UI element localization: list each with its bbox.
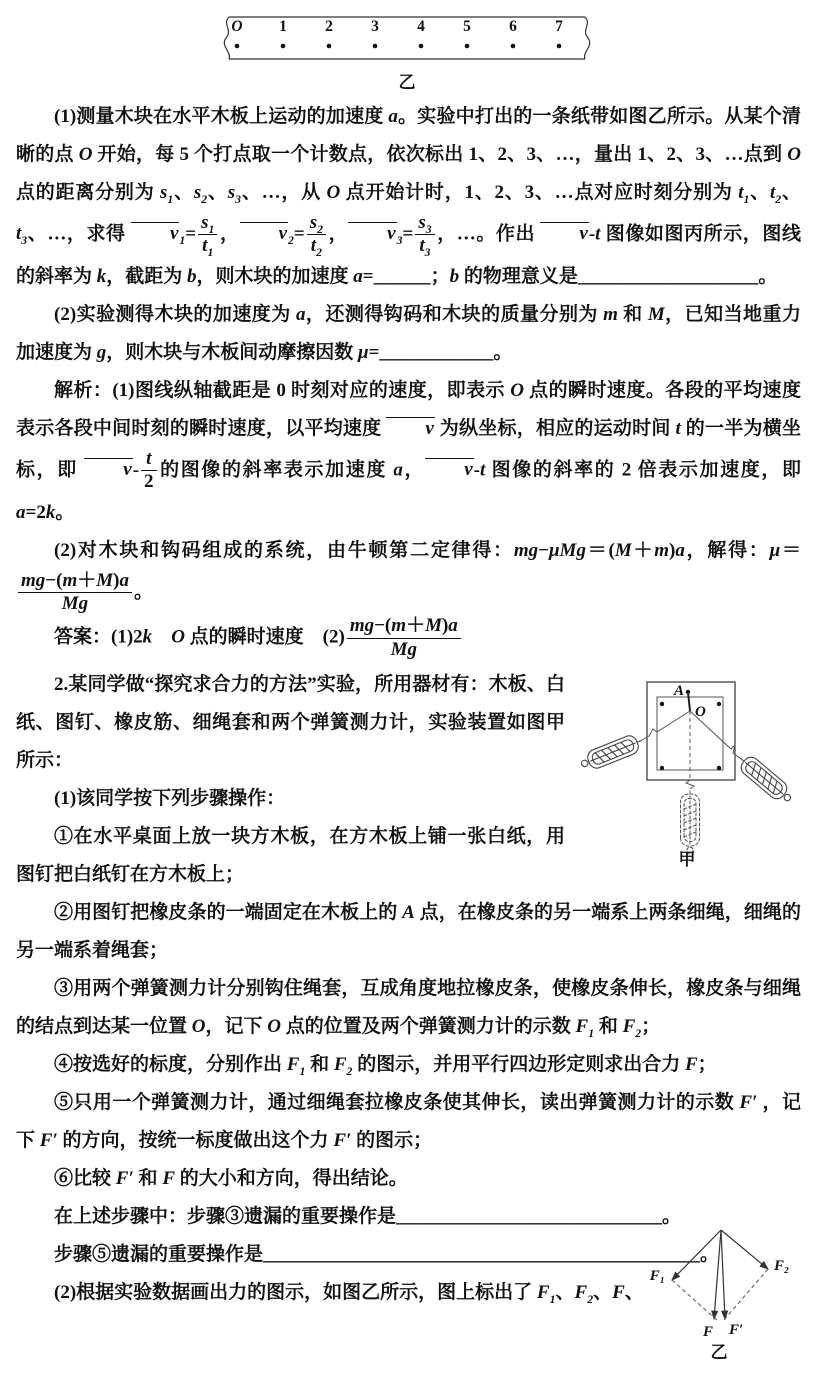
italic-var: M [425, 615, 442, 637]
string-left [642, 711, 690, 740]
paragraph-q2-step2: ②用图钉把橡皮条的一端固定在木板上的 A 点，在橡皮条的另一端系上两条细绳，细绳的另一端系着绳套； [16, 902, 801, 962]
paragraph-q2-blank3: 在上述步骤中：步骤③遗漏的重要操作是____________________________。 [54, 1206, 682, 1228]
tape-point-label: 7 [554, 18, 563, 35]
fraction: $\frac{t}{2}$ [141, 448, 157, 494]
tape-diagram [219, 14, 595, 96]
vector-f2 [721, 1230, 768, 1269]
italic-var: F [162, 1168, 175, 1190]
italic-var: a [448, 615, 458, 637]
italic-var: a [675, 539, 685, 561]
vector-fprime [721, 1230, 725, 1319]
italic-var: M [614, 539, 632, 561]
var-with-subscript: $s_3$ [227, 182, 242, 206]
vector-f1 [672, 1230, 721, 1280]
italic-var: A [402, 902, 415, 924]
italic-var: a [388, 106, 398, 127]
paragraph-q2-part1: (1)该同学按下列步骤操作： [54, 788, 286, 810]
paragraph-q2-step5: ⑤只用一个弹簧测力计，通过细绳套拉橡皮条使其伸长，读出弹簧测力计的示数 F′ ，记下 F′ 的方向，按统一标度做出这个力 F′ 的图示； [16, 1092, 801, 1152]
italic-var: k [142, 626, 153, 648]
italic-var: g [96, 341, 107, 363]
paragraph-q1-part2: (2)实验测得木块的加速度为 a，还测得钩码和木块的质量分别为 m 和 M，已知当地重力加速度为 g，则木块与木板间动摩擦因数 μ=____________。 [16, 303, 801, 363]
italic-var: a [393, 459, 403, 481]
tape-point-label: 2 [324, 18, 333, 35]
italic-var: k [96, 265, 107, 287]
paragraph-q2-blank5: 步骤⑤遗漏的重要操作是______________________________________________。 [54, 1244, 720, 1266]
label-f1: F₁ [649, 1268, 665, 1284]
vbar-with-subscript: $v_2$ [240, 223, 294, 244]
var-with-subscript: $t_2$ [770, 182, 782, 206]
italic-var: t [675, 417, 681, 439]
vbar-with-subscript: $v_3$ [348, 223, 402, 244]
italic-var: O [326, 182, 341, 203]
force-diagram-caption: 乙 [710, 1343, 728, 1362]
italic-var: mg [21, 569, 46, 591]
string-right [690, 711, 740, 758]
italic-var: t [595, 223, 601, 245]
italic-var: F′ [115, 1168, 134, 1190]
italic-var: a [353, 265, 363, 287]
paragraph-q1-jiexi: 解析：(1)图线纵轴截距是 0 时刻对应的速度，即表示 O 点的瞬时速度。各段的平均速度表示各段中间时刻的瞬时速度，以平均速度 v 为纵坐标，相应的运动时间 t 的一半为横坐标，即 v- $\frac{t}{2}$ 的图像的斜率表示加速度 a， v-t 图像的斜率的 2 倍表示加速度，即 a=2k。 [16, 379, 801, 523]
italic-var: m [654, 539, 670, 561]
italic-var: O [510, 379, 524, 401]
tape-point-label: O [230, 18, 243, 35]
paragraph-q2-part2: (2)根据实验数据画出力的图示，如图乙所示，图上标出了 $F_1$、$F_2$、F、 [54, 1282, 644, 1307]
spring-scale-bottom-dashed [681, 789, 700, 854]
paragraph-q2-intro: 2.某同学做“探究求合力的方法”实验，所用器材有：木板、白纸、图钉、橡皮筋、细绳套和两个弹簧测力计，实验装置如图甲所示： [16, 674, 565, 772]
paragraph-q2-step4: ④按选好的标度，分别作出 $F_1$ 和 $F_2$ 的图示，并用平行四边形定则求出合力 F； [54, 1054, 717, 1079]
italic-var: F′ [333, 1130, 352, 1152]
italic-var: a [295, 303, 306, 325]
var-with-subscript: $F_2$ [333, 1054, 353, 1079]
force-diagram [629, 1224, 809, 1376]
bold-label: 答案： [54, 626, 112, 648]
force-labels [649, 1258, 789, 1340]
paragraph-q1-daan: 答案：(1)2k O 点的瞬时速度 (2) $\frac{mg-(m+M)a}{Mg}$ [16, 615, 801, 661]
italic-var: O [78, 144, 93, 165]
var-with-subscript: $F_2$ [622, 1016, 642, 1041]
italic-var: a [119, 569, 129, 591]
italic-var: μMg [548, 539, 586, 561]
var-with-subscript: $s_2$ [193, 182, 208, 206]
fraction [415, 212, 434, 258]
italic-var: M [647, 303, 665, 325]
var-with-subscript: $s_1$ [160, 182, 174, 206]
tape-point-label: 5 [462, 18, 471, 35]
italic-var: b [187, 265, 197, 287]
paragraph-q2-step3: ③用两个弹簧测力计分别钩住绳套，互成角度地拉橡皮条，使橡皮条伸长，橡皮条与细绳的结点到达某一位置 O，记下 O 点的位置及两个弹簧测力计的示数 $F_1$ 和 $F_2$； [16, 978, 801, 1041]
tape-dots [234, 44, 561, 49]
var-with-subscript: $s_2$ [309, 212, 324, 236]
tape-point-labels [231, 18, 563, 35]
italic-var: mg [513, 539, 539, 561]
apparatus-diagram [573, 668, 801, 868]
hook-squiggle [686, 780, 694, 789]
italic-var: m [62, 569, 78, 591]
label-fprime: F′ [729, 1322, 744, 1338]
italic-var: μ [358, 341, 369, 363]
italic-var: μ [769, 539, 781, 561]
italic-var: t [479, 459, 486, 481]
italic-var: Mg [390, 638, 418, 660]
var-with-subscript: $t_1$ [738, 182, 750, 206]
question1-block [16, 98, 801, 661]
italic-var: mg [349, 615, 375, 637]
figure-apparatus [573, 668, 801, 868]
parallelogram-dashed-left [672, 1280, 718, 1321]
var-with-subscript: $F_1$ [536, 1282, 556, 1307]
var-with-subscript: $t_3$ [419, 235, 431, 260]
vector-f [714, 1230, 721, 1319]
var-with-subscript: $s_1$ [201, 212, 215, 236]
tape-caption: 乙 [398, 73, 415, 92]
spring-scale-right [734, 751, 796, 807]
vbar: v [84, 458, 132, 480]
figure-tape [219, 14, 599, 96]
fraction [198, 212, 217, 258]
fraction: $\frac{mg-(m+M)a}{Mg}$ [347, 615, 461, 661]
var-with-subscript: $F_2$ [574, 1282, 594, 1307]
vbar-with-subscript: $v_1$ [131, 223, 185, 244]
point-o-label: O [695, 704, 706, 721]
italic-var: Mg [61, 593, 89, 615]
parallelogram-dashed-right [723, 1269, 768, 1321]
paragraph-q2-step1: ①在水平桌面上放一块方木板，在方木板上铺一张白纸，用图钉把白纸钉在方木板上； [16, 826, 565, 886]
fraction: $\frac{mg-(m+M)a}{Mg}$ [18, 570, 132, 616]
spring-scale-left [578, 732, 645, 774]
question2-block [16, 666, 801, 1312]
vbar: v [540, 222, 588, 244]
italic-var: t [146, 447, 152, 469]
italic-var: b [449, 265, 460, 287]
paragraph-q2-step6: ⑥比较 F′ 和 F 的大小和方向，得出结论。 [54, 1168, 408, 1190]
tape-point-label: 1 [278, 18, 287, 35]
tape-point-label: 4 [416, 18, 425, 35]
rubber-band [688, 692, 690, 711]
tape-point-label: 3 [370, 18, 379, 35]
italic-var: O [787, 144, 801, 165]
figure-force-diagram [629, 1224, 809, 1376]
var-with-subscript: $F_1$ [575, 1016, 595, 1041]
italic-var: a [16, 501, 26, 523]
var-with-subscript: $t_3$ [16, 223, 28, 248]
label-f2: F₂ [774, 1258, 790, 1274]
var-with-subscript: $t_2$ [310, 235, 322, 260]
vbar: v [386, 417, 434, 439]
vbar: v [425, 458, 473, 480]
var-with-subscript: $t_1$ [202, 235, 214, 260]
apparatus-caption: 甲 [678, 850, 696, 869]
italic-var: k [45, 501, 56, 523]
italic-var: F′ [39, 1130, 58, 1152]
italic-var: O [267, 1016, 281, 1038]
italic-var: O [191, 1016, 206, 1038]
tape-point-label: 6 [508, 18, 517, 35]
italic-var: m [391, 615, 407, 637]
italic-var: F [612, 1282, 625, 1304]
var-with-subscript: $F_1$ [286, 1054, 306, 1079]
fraction [307, 212, 326, 258]
italic-var: F [684, 1054, 698, 1076]
var-with-subscript: $s_3$ [418, 212, 432, 236]
bold-label: 解析： [54, 379, 113, 401]
italic-var: m [603, 303, 618, 325]
italic-var: O [171, 626, 185, 648]
paragraph-q1-jiexi2: (2)对木块和钩码组成的系统，由牛顿第二定律得：mg−μMg＝(M＋m)a，解得：μ＝ $\frac{mg-(m+M)a}{Mg}$ 。 [16, 532, 801, 616]
italic-var: M [96, 569, 114, 591]
point-a-label: A [673, 683, 684, 700]
label-f: F [702, 1324, 714, 1340]
italic-var: F′ [739, 1092, 758, 1114]
paragraph-q1-part1: (1)测量木块在水平木板上运动的加速度 a。实验中打出的一条纸带如图乙所示。从某个清晰的点 O 开始，每 5 个打点取一个计数点，依次标出 1、2、3、…，量出 1、2、3、…点到 O 点的距离分别为 $s_1$、$s_2$、$s_3$、…，从 O 点开始计时，1、2、3、…点对应时刻分别为 $t_1$、$t_2$、$t_3$、…，求得 $v_1=$ $\frac{s_1}{t_1}$ ， $v_2=$ $\frac{s_2}{t_2}$ ， $v_3=$ $\frac{s_3}{t_3}$ ，…。作出 v-t 图像如图丙所示，图线的斜率为 k，截距为 b，则木块的加速度 a=______；b 的物理意义是___________________。 [16, 106, 801, 287]
